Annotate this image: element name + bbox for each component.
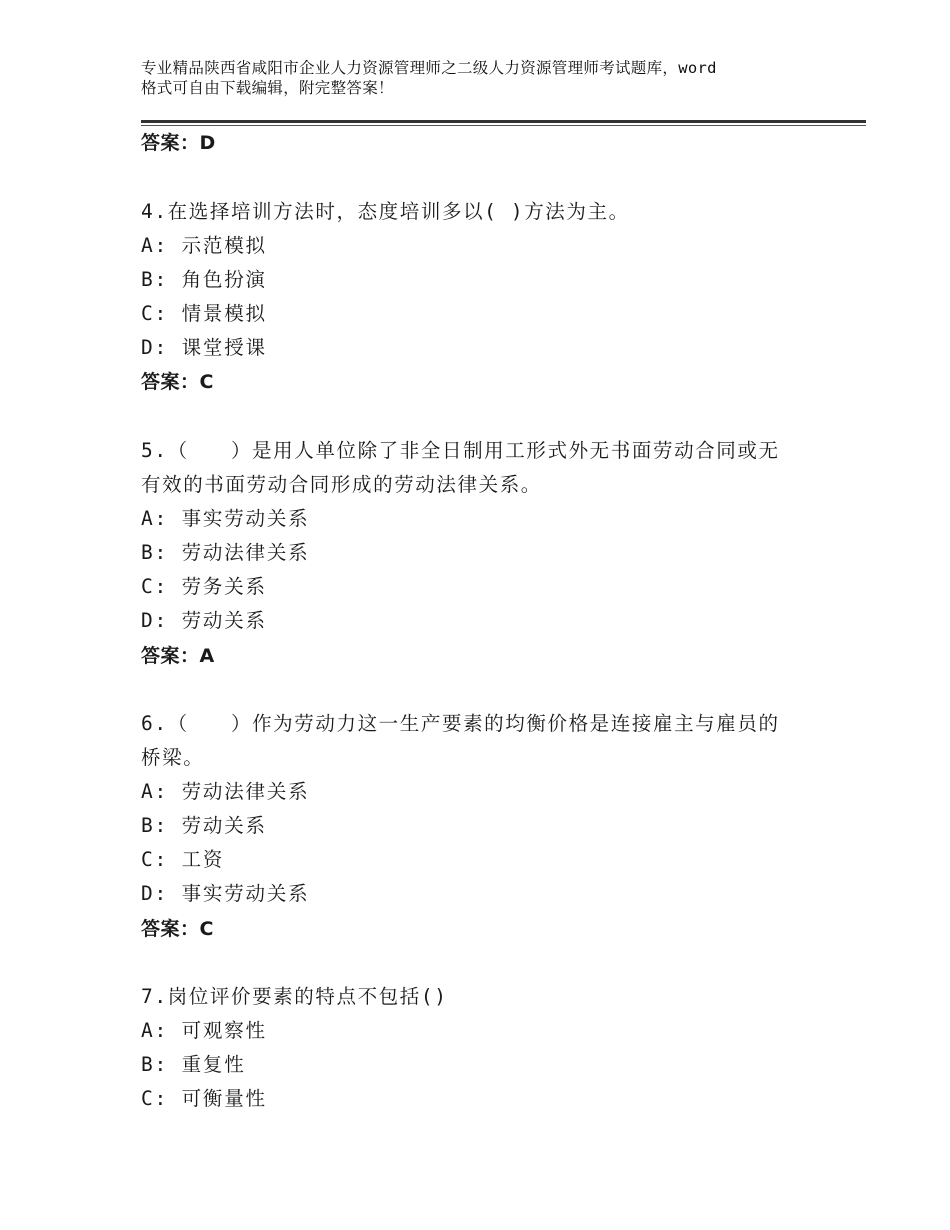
document-header <box>141 58 841 98</box>
question-5-answer: 答案：A <box>141 645 215 667</box>
question-7-option-b: B: 重复性 <box>141 1053 246 1076</box>
question-6-stem-line-2: 桥梁。 <box>141 746 205 769</box>
question-5-option-b: B: 劳动法律关系 <box>141 541 310 564</box>
question-6-option-d: D: 事实劳动关系 <box>141 882 310 905</box>
header-divider-thin <box>141 125 866 126</box>
question-4-option-c: C: 情景模拟 <box>141 302 267 325</box>
question-5-option-c: C: 劳务关系 <box>141 575 267 598</box>
question-7-option-c: C: 可衡量性 <box>141 1087 267 1110</box>
question-4-option-b: B: 角色扮演 <box>141 268 267 291</box>
question-7-stem: 7.岗位评价要素的特点不包括() <box>141 985 448 1008</box>
question-4-stem: 4.在选择培训方法时，态度培训多以( )方法为主。 <box>141 200 630 223</box>
question-6-stem-line-1: 6.（ ）作为劳动力这一生产要素的均衡价格是连接雇主与雇员的 <box>141 712 780 735</box>
question-5-option-d: D: 劳动关系 <box>141 609 267 632</box>
previous-answer: 答案：D <box>141 132 216 154</box>
header-title-line-2: 格式可自由下载编辑，附完整答案！ <box>141 79 394 97</box>
question-6-option-c: C: 工资 <box>141 848 225 871</box>
question-5-stem-line-2: 有效的书面劳动合同形成的劳动法律关系。 <box>141 473 542 496</box>
question-4-option-d: D: 课堂授课 <box>141 336 267 359</box>
question-5-stem-line-1: 5.（ ）是用人单位除了非全日制用工形式外无书面劳动合同或无 <box>141 439 780 462</box>
question-5-option-a: A: 事实劳动关系 <box>141 507 310 530</box>
question-4-answer: 答案：C <box>141 371 214 393</box>
question-7-option-a: A: 可观察性 <box>141 1019 267 1042</box>
question-6-option-a: A: 劳动法律关系 <box>141 780 310 803</box>
header-title-line-1: 专业精品陕西省咸阳市企业人力资源管理师之二级人力资源管理师考试题库，word <box>141 59 717 77</box>
question-4-option-a: A: 示范模拟 <box>141 234 267 257</box>
question-6-option-b: B: 劳动关系 <box>141 814 267 837</box>
question-6-answer: 答案：C <box>141 918 214 940</box>
header-divider-thick <box>141 120 866 123</box>
